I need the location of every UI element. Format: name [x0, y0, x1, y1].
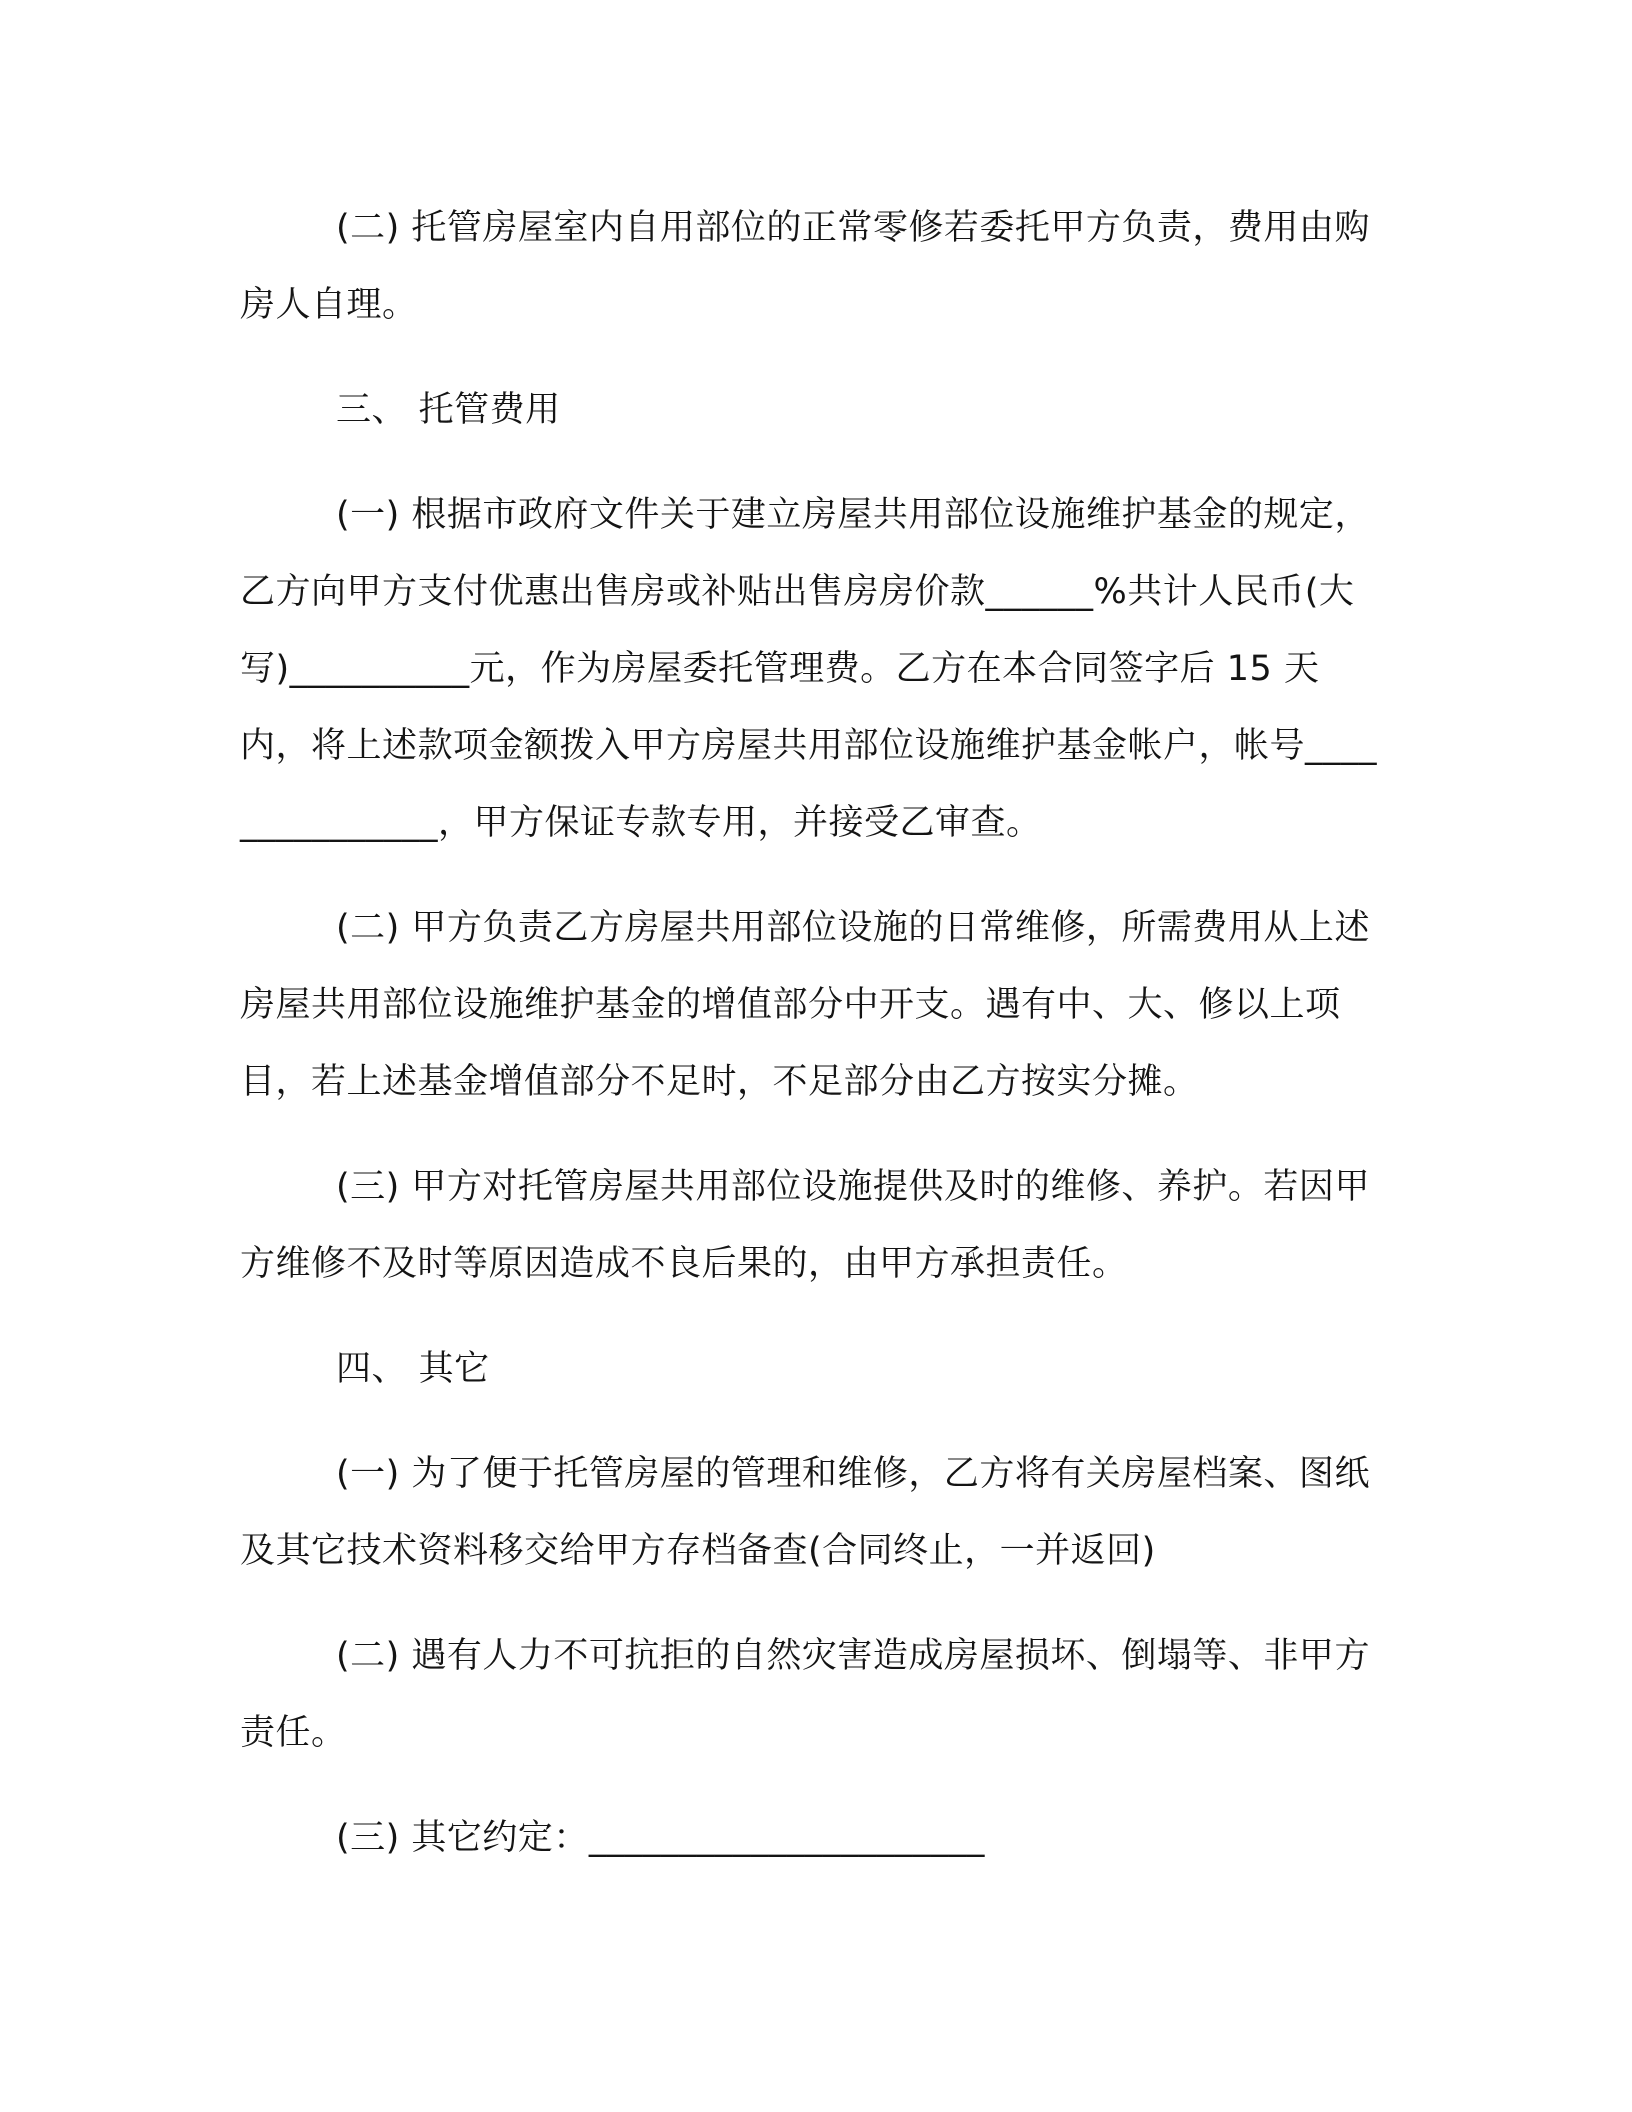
paragraph-4-3-other-agreements: (三) 其它约定：______________________: [336, 1818, 985, 1858]
paragraph-3-2-daily-maintenance: (二) 甲方负责乙方房屋共用部位设施的日常维修，所需费用从上述房屋共用部位设施维护基金的增值部分中开支。遇有中、大、修以上项目，若上述基金增值部分不足时，不足部分由乙方按实分摊。: [240, 908, 1370, 1102]
paragraph-2-2-self-repair: (二) 托管房屋室内自用部位的正常零修若委托甲方负责，费用由购房人自理。: [240, 208, 1370, 325]
section-heading-3-fees: 三、 托管费用: [336, 390, 561, 430]
paragraph-3-1-maintenance-fund: (一) 根据市政府文件关于建立房屋共用部位设施维护基金的规定，乙方向甲方支付优惠出售房或补贴出售房房价款______%共计人民币(大写)__________元，作为房屋委托管理费。乙方在本合同签字后 15 天内，将上述款项金额拨入甲方房屋共用部位设施维护基金帐户，帐号_______________，甲方保证专款专用，并接受乙审查。: [240, 495, 1378, 843]
paragraph-3-3-timely-repair: (三) 甲方对托管房屋共用部位设施提供及时的维修、养护。若因甲方维修不及时等原因造成不良后果的，由甲方承担责任。: [240, 1167, 1370, 1284]
document-body: [240, 190, 1380, 1877]
paragraph-4-2-force-majeure: (二) 遇有人力不可抗拒的自然灾害造成房屋损坏、倒塌等、非甲方责任。: [240, 1636, 1370, 1753]
section-heading-4-other: 四、 其它: [336, 1349, 490, 1389]
paragraph-4-1-archives: (一) 为了便于托管房屋的管理和维修，乙方将有关房屋档案、图纸及其它技术资料移交给甲方存档备查(合同终止，一并返回): [240, 1454, 1370, 1571]
